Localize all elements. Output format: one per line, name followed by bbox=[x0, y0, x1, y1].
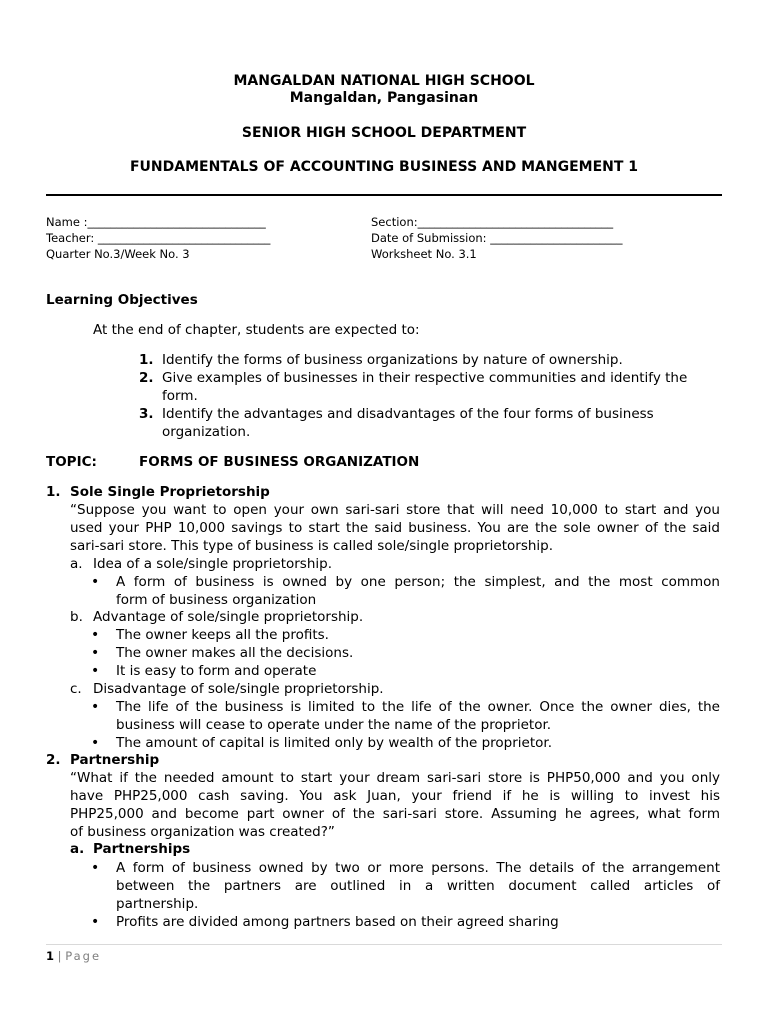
subitem-title: Partnerships bbox=[93, 841, 191, 857]
subject-title: FUNDAMENTALS OF ACCOUNTING BUSINESS AND MANGEMENT 1 bbox=[129, 159, 639, 175]
bullet-icon: • bbox=[91, 914, 100, 930]
footer-divider bbox=[46, 944, 722, 945]
subitem-label: a. bbox=[70, 841, 85, 857]
bullet-text: It is easy to form and operate bbox=[116, 663, 317, 679]
objective-text-cont: form. bbox=[162, 388, 198, 404]
bullet-text: The amount of capital is limited only by wealth of the proprietor. bbox=[116, 735, 553, 751]
objectives-heading: Learning Objectives bbox=[46, 292, 198, 308]
subitem-title: Disadvantage of sole/single proprietorship. bbox=[93, 681, 384, 697]
objective-text-cont: organization. bbox=[162, 424, 251, 440]
bullet-text: A form of business is owned by one person; the simplest, and the most common bbox=[116, 574, 720, 590]
bullet-icon: • bbox=[91, 860, 100, 876]
section-number: 1. bbox=[46, 484, 61, 500]
objective-text: Give examples of businesses in their respective communities and identify the bbox=[162, 370, 688, 386]
section-paragraph-line: of business organization was created?” bbox=[70, 824, 335, 840]
subitem-label: a. bbox=[70, 556, 83, 572]
bullet-text-cont: partnership. bbox=[116, 896, 199, 912]
header-divider bbox=[46, 194, 722, 196]
bullet-icon: • bbox=[91, 645, 100, 661]
page-footer bbox=[46, 948, 101, 964]
section-number: 2. bbox=[46, 752, 61, 768]
objectives-intro: At the end of chapter, students are expected to: bbox=[93, 322, 420, 338]
subitem-title: Advantage of sole/single proprietorship. bbox=[93, 609, 364, 625]
page-number: 1 bbox=[46, 949, 55, 963]
section-title: Sole Single Proprietorship bbox=[70, 484, 270, 500]
section-field: Section:__________________________________ bbox=[371, 215, 614, 229]
bullet-icon: • bbox=[91, 735, 100, 751]
name-field: Name :_______________________________ bbox=[46, 215, 266, 229]
bullet-icon: • bbox=[91, 699, 100, 715]
bullet-text: The owner makes all the decisions. bbox=[116, 645, 354, 661]
subitem-label: c. bbox=[70, 681, 82, 697]
section-paragraph-line: used your PHP 10,000 savings to start the said business. You are the sole owner of the said bbox=[70, 520, 720, 536]
section-paragraph-line: have PHP25,000 cash saving. You ask Juan, your friend if he is willing to invest his bbox=[70, 788, 720, 804]
worksheet-label: Worksheet No. 3.1 bbox=[371, 247, 477, 261]
bullet-text: The owner keeps all the profits. bbox=[116, 627, 329, 643]
bullet-text: Profits are divided among partners based on their agreed sharing bbox=[116, 914, 559, 930]
objective-text: Identify the forms of business organizations by nature of ownership. bbox=[162, 352, 623, 368]
objective-text: Identify the advantages and disadvantages of the four forms of business bbox=[162, 406, 654, 422]
bullet-text-cont: between the partners are outlined in a written document called articles of bbox=[116, 878, 720, 894]
bullet-text: A form of business owned by two or more persons. The details of the arrangement bbox=[116, 860, 720, 876]
topic-title: FORMS OF BUSINESS ORGANIZATION bbox=[139, 454, 420, 470]
page-word: Page bbox=[65, 949, 102, 963]
footer-separator: | bbox=[57, 949, 62, 963]
objective-number: 2. bbox=[139, 370, 154, 386]
section-paragraph-line: “Suppose you want to open your own sari-sari store that will need 10,000 to start and you bbox=[70, 502, 720, 518]
department-title: SENIOR HIGH SCHOOL DEPARTMENT bbox=[241, 125, 527, 141]
subitem-label: b. bbox=[70, 609, 83, 625]
submission-field: Date of Submission: _______________________ bbox=[371, 231, 623, 245]
bullet-icon: • bbox=[91, 663, 100, 679]
topic-label: TOPIC: bbox=[46, 454, 97, 470]
section-paragraph-line: PHP25,000 and become part owner of the sari-sari store. Assuming he agrees, what form bbox=[70, 806, 720, 822]
section-paragraph-line: “What if the needed amount to start your dream sari-sari store is PHP50,000 and you only bbox=[70, 770, 720, 786]
teacher-field: Teacher: ______________________________ bbox=[46, 231, 271, 245]
bullet-text-cont: form of business organization bbox=[116, 592, 317, 608]
subitem-title: Idea of a sole/single proprietorship. bbox=[93, 556, 333, 572]
quarter-label: Quarter No.3/Week No. 3 bbox=[46, 247, 190, 261]
objective-number: 1. bbox=[139, 352, 154, 368]
school-location: Mangaldan, Pangasinan bbox=[289, 90, 479, 106]
section-title: Partnership bbox=[70, 752, 160, 768]
bullet-text: The life of the business is limited to the life of the owner. Once the owner dies, the bbox=[116, 699, 720, 715]
bullet-icon: • bbox=[91, 574, 100, 590]
school-name: MANGALDAN NATIONAL HIGH SCHOOL bbox=[233, 73, 535, 89]
bullet-icon: • bbox=[91, 627, 100, 643]
bullet-text-cont: business will cease to operate under the name of the proprietor. bbox=[116, 717, 552, 733]
objective-number: 3. bbox=[139, 406, 154, 422]
section-paragraph-line: sari-sari store. This type of business is called sole/single proprietorship. bbox=[70, 538, 554, 554]
